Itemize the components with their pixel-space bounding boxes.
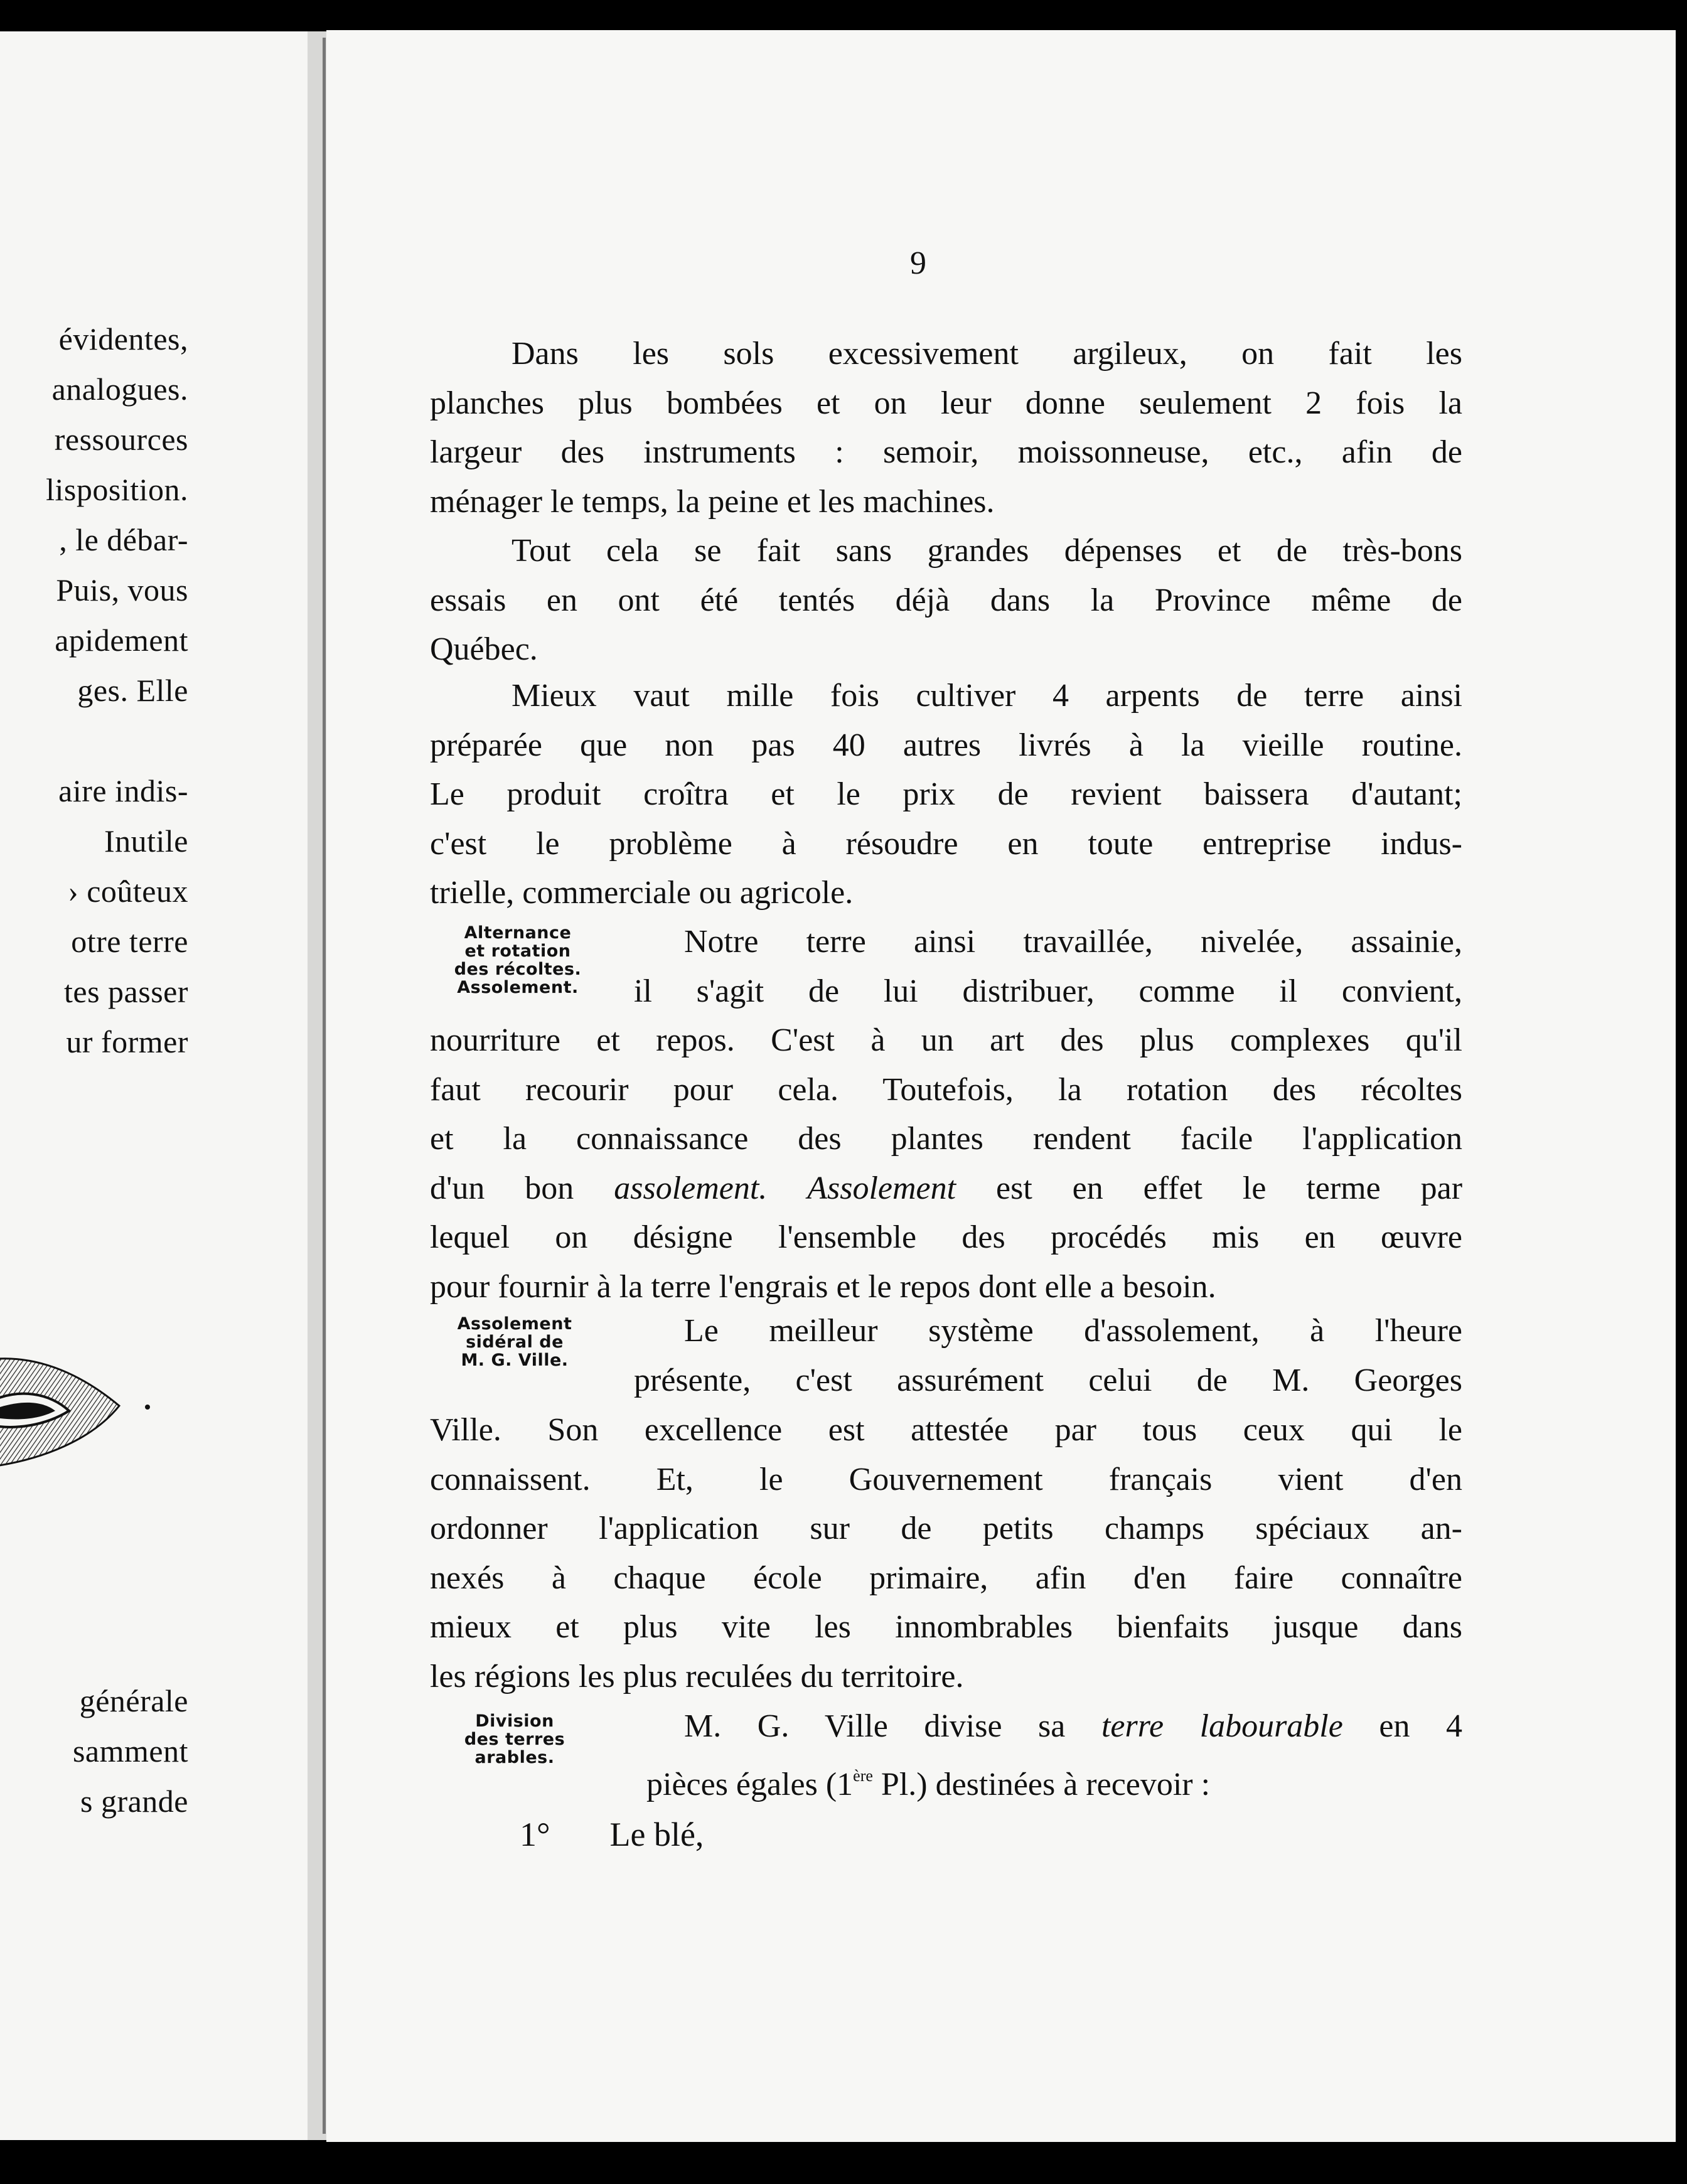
- text-line: nexés à chaque école primaire, afin d'en faire connaître: [430, 1560, 1462, 1596]
- list-item-text: Le blé,: [609, 1816, 704, 1853]
- engraving-illustration-fragment: [0, 1337, 163, 1481]
- text-line: Ville. Son excellence est attestée par tous ceux qui le: [430, 1412, 1462, 1448]
- left-text-line: tes passer: [64, 974, 188, 1009]
- text-line: [634, 1752, 1462, 1810]
- left-text-line: évidentes,: [58, 321, 188, 356]
- list-item-number: 1°: [520, 1816, 550, 1853]
- left-text-line: , le débar-: [59, 522, 188, 557]
- text-line: préparée que non pas 40 autres livrés à la vieille routine.: [430, 727, 1462, 763]
- text-line: trielle, commerciale ou agricole.: [430, 875, 854, 911]
- italic-term: assolement.: [614, 1170, 768, 1206]
- text-line: largeur des instruments : semoir, moissonneuse, etc., afin de: [430, 434, 1462, 470]
- left-text-line: › coûteux: [68, 874, 188, 909]
- left-text-line: samment: [72, 1733, 188, 1769]
- margin-note-assolement-sideral: [433, 1315, 596, 1369]
- left-text-line: otre terre: [71, 924, 188, 959]
- text-line: il s'agit de lui distribuer, comme il convient,: [634, 973, 1462, 1009]
- text-fragment: Pl.) destinées à recevoir :: [872, 1766, 1211, 1802]
- left-text-line: aire indis-: [58, 773, 188, 808]
- left-text-line: Inutile: [104, 823, 188, 859]
- text-line: pour fournir à la terre l'engrais et le repos dont elle a besoin.: [430, 1268, 1216, 1305]
- margin-note-division: [433, 1712, 596, 1767]
- text-line: ordonner l'application sur de petits champs spéciaux an-: [430, 1511, 1462, 1546]
- left-text-line: lisposition.: [46, 472, 188, 507]
- text-line: faut recourir pour cela. Toutefois, la rotation des récoltes: [430, 1071, 1462, 1108]
- text-line: planches plus bombées et on leur donne seulement 2 fois la: [430, 385, 1462, 421]
- text-line: ménager le temps, la peine et les machines.: [430, 483, 995, 520]
- text-line: Le produit croîtra et le prix de revient baissera d'autant;: [430, 776, 1462, 812]
- paragraph-1: [430, 329, 1462, 527]
- left-text-line: générale: [79, 1683, 188, 1718]
- paragraph-6: [634, 1702, 1462, 1809]
- margin-note-line: Alternance: [464, 923, 572, 943]
- text-line: nourriture et repos. C'est à un art des plus complexes qu'il: [430, 1022, 1462, 1058]
- list-item: [520, 1815, 704, 1854]
- left-text-line: ur former: [66, 1024, 188, 1059]
- paragraph-5-body: [430, 1406, 1462, 1701]
- margin-note-line: Assolement.: [457, 978, 579, 997]
- text-line: c'est le problème à résoudre en toute entreprise indus-: [430, 825, 1462, 862]
- text-line: présente, c'est assurément celui de M. Georges: [634, 1362, 1462, 1398]
- text-fragment: d'un bon: [430, 1170, 574, 1206]
- paragraph-2: [430, 527, 1462, 675]
- paragraph-5-head: [634, 1307, 1462, 1405]
- margin-note-line: arables.: [474, 1748, 555, 1767]
- text-line: [634, 1702, 1462, 1752]
- text-line: Notre terre ainsi travaillée, nivelée, assainie,: [684, 924, 1462, 960]
- text-line: connaissent. Et, le Gouvernement français vient d'en: [430, 1461, 1462, 1497]
- text-line: mieux et plus vite les innombrables bienfaits jusque dans: [430, 1609, 1462, 1645]
- italic-term: terre labourable: [1101, 1708, 1343, 1744]
- text-line: Dans les sols excessivement argileux, on fait les: [511, 336, 1462, 372]
- left-text-line: s grande: [80, 1784, 188, 1819]
- text-fragment: pièces égales (1: [646, 1766, 854, 1802]
- paragraph-4-body: [430, 1016, 1462, 1312]
- italic-term: Assolement: [807, 1170, 956, 1206]
- text-fragment: est en effet le terme par: [996, 1170, 1463, 1206]
- margin-note-line: des terres: [464, 1730, 565, 1749]
- text-fragment: en 4: [1379, 1708, 1463, 1744]
- text-line: Mieux vaut mille fois cultiver 4 arpents de terre ainsi: [511, 678, 1462, 714]
- margin-note-line: Assolement: [457, 1314, 572, 1334]
- gutter-shadow-line: [323, 38, 326, 2134]
- text-fragment: M. G. Ville divise sa: [684, 1708, 1066, 1744]
- superscript: ère: [853, 1766, 873, 1785]
- left-text-line: apidement: [55, 623, 188, 658]
- text-line: [430, 1164, 1462, 1214]
- text-line: les régions les plus reculées du territoire.: [430, 1658, 964, 1694]
- text-line: Québec.: [430, 631, 538, 667]
- page-number: 9: [910, 245, 926, 281]
- text-line: lequel on désigne l'ensemble des procédés mis en œuvre: [430, 1219, 1462, 1255]
- text-line: et la connaissance des plantes rendent facile l'application: [430, 1121, 1462, 1157]
- paragraph-3: [430, 672, 1462, 918]
- left-text-line: ressources: [54, 422, 188, 457]
- left-text-line: analogues.: [51, 372, 188, 407]
- previous-page-fragment: [0, 31, 310, 2140]
- left-text-line: Puis, vous: [56, 572, 188, 608]
- margin-note-line: M. G. Ville.: [461, 1351, 569, 1370]
- margin-note-line: sidéral de: [466, 1332, 564, 1352]
- paragraph-4-head: [634, 918, 1462, 1016]
- margin-note-line: Division: [475, 1711, 554, 1731]
- text-line: essais en ont été tentés déjà dans la Province même de: [430, 582, 1462, 618]
- text-line: Tout cela se fait sans grandes dépenses et de très-bons: [511, 533, 1462, 569]
- text-line: Le meilleur système d'assolement, à l'heure: [684, 1313, 1462, 1349]
- margin-note-line: et rotation: [464, 941, 571, 961]
- left-text-line: ges. Elle: [77, 673, 188, 708]
- margin-note-alternance: [433, 924, 602, 997]
- margin-note-line: des récoltes.: [454, 960, 582, 979]
